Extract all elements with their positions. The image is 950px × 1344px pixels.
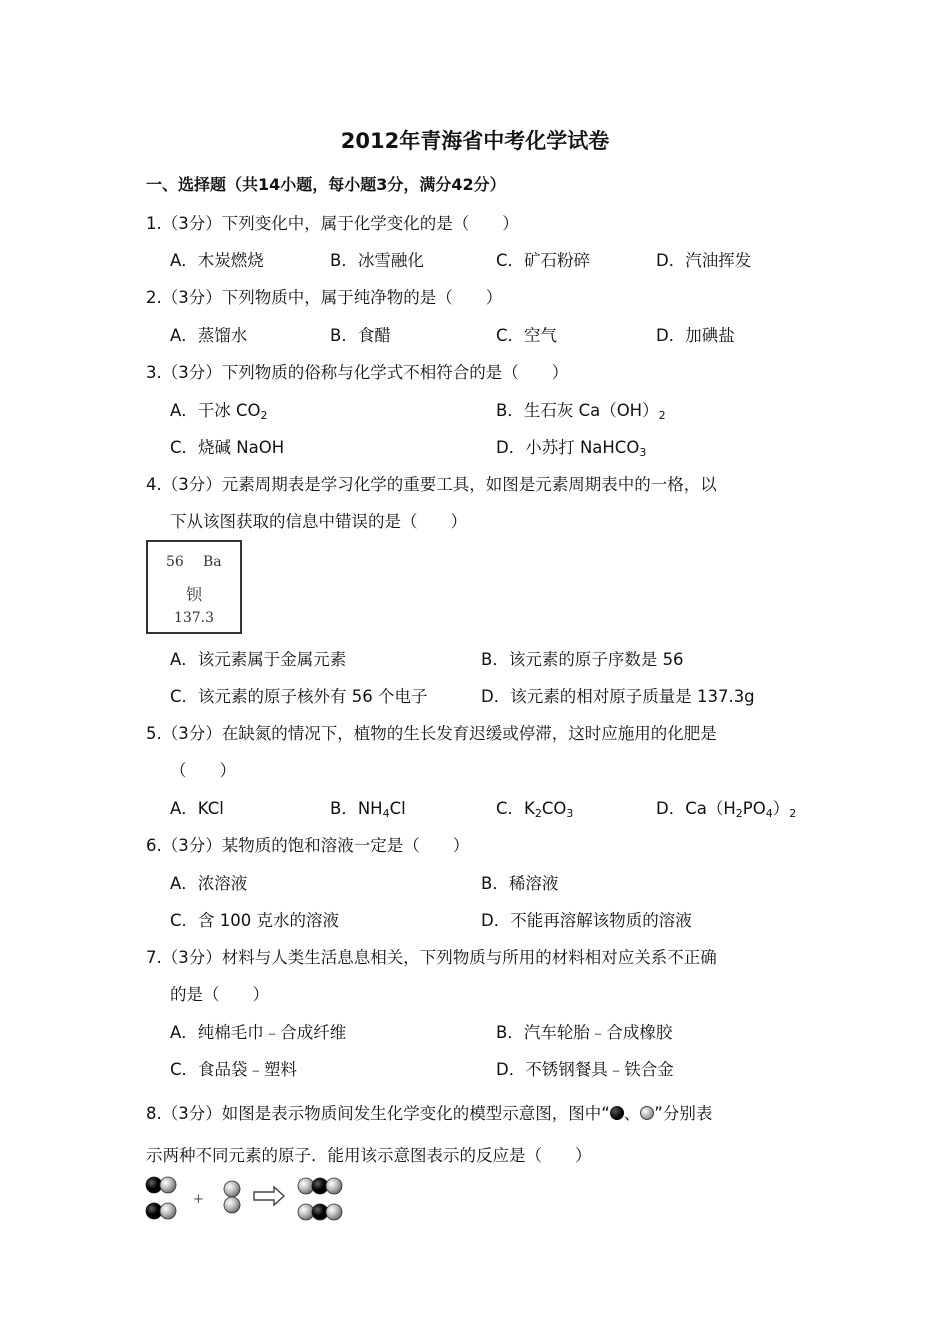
section-heading: 一、选择题（共14小题，每小题3分，满分42分）: [146, 175, 506, 194]
q7-option-a: A．纯棉毛巾﹣合成纤维: [170, 1023, 347, 1042]
question-5-stem-line2: （ ）: [170, 761, 236, 780]
q2-option-d: D．加碘盐: [656, 326, 735, 345]
q1-option-a: A．木炭燃烧: [170, 251, 264, 270]
question-7-stem-line1: 7.（3分）材料与人类生活息息相关，下列物质与所用的材料相对应关系不正确: [146, 948, 717, 967]
q4-option-a: A．该元素属于金属元素: [170, 650, 347, 669]
reaction-model-diagram: [140, 1168, 360, 1230]
reactant-molecule-2: [146, 1203, 176, 1219]
atomic-mass: 137.3: [173, 610, 215, 626]
grey-atom-icon: [640, 1106, 654, 1120]
reaction-arrow-icon: [254, 1187, 284, 1205]
q6-option-c: C．含 100 克水的溶液: [170, 911, 340, 930]
q2-option-a: A．蒸馏水: [170, 326, 248, 345]
product-molecule-1: [298, 1178, 342, 1194]
q5-option-c: C．$K_2CO_3$: [496, 799, 574, 820]
question-8-stem-line2: 示两种不同元素的原子．能用该示意图表示的反应是（ ）: [146, 1146, 592, 1165]
q3-option-a: A．干冰 $CO_2$: [170, 401, 268, 422]
question-5-stem-line1: 5.（3分）在缺氮的情况下，植物的生长发育迟缓或停滞，这时应施用的化肥是: [146, 724, 717, 743]
question-6-stem: 6.（3分）某物质的饱和溶液一定是（ ）: [146, 836, 470, 855]
reactant-molecule-3: [224, 1181, 240, 1213]
question-8-stem-line1: 8.（3分）如图是表示物质间发生化学变化的模型示意图，图中“ 、 ”分别表: [146, 1104, 713, 1123]
q2-option-b: B．食醋: [330, 326, 391, 345]
q1-option-c: C．矿石粉碎: [496, 251, 591, 270]
q7-option-b: B．汽车轮胎﹣合成橡胶: [496, 1023, 673, 1042]
q4-option-c: C．该元素的原子核外有 56 个电子: [170, 687, 428, 706]
question-4-stem-line1: 4.（3分）元素周期表是学习化学的重要工具，如图是元素周期表中的一格，以: [146, 475, 717, 494]
q3-option-c: C．烧碱 NaOH: [170, 438, 285, 457]
question-4-stem-line2: 下从该图获取的信息中错误的是（ ）: [170, 512, 467, 531]
question-1-stem: 1.（3分）下列变化中，属于化学变化的是（ ）: [146, 214, 519, 233]
plus-sign: +: [193, 1192, 204, 1207]
q5-option-b: B．$NH_4Cl$: [330, 799, 406, 820]
page-title: 2012年青海省中考化学试卷: [340, 129, 610, 153]
product-molecule-2: [298, 1204, 342, 1220]
q5-option-d: D．$Ca(H_2PO_4)2$: [656, 799, 797, 820]
reactant-molecule-1: [146, 1177, 176, 1193]
element-name: 钡: [185, 585, 202, 604]
element-symbol: Ba: [203, 554, 222, 570]
q6-option-d: D．不能再溶解该物质的溶液: [481, 911, 692, 930]
q1-option-b: B．冰雪融化: [330, 251, 424, 270]
q4-option-d: D．该元素的相对原子质量是 137.3g: [481, 687, 755, 706]
question-3-stem: 3.（3分）下列物质的俗称与化学式不相符合的是（ ）: [146, 363, 569, 382]
q5-option-a: A．KCl: [170, 799, 224, 818]
q7-option-d: D．不锈钢餐具﹣铁合金: [496, 1060, 674, 1079]
q1-option-d: D．汽油挥发: [656, 251, 752, 270]
q6-option-b: B．稀溶液: [481, 874, 559, 893]
periodic-table-cell: [146, 540, 242, 634]
black-atom-icon: [610, 1106, 624, 1120]
question-7-stem-line2: 的是（ ）: [170, 985, 269, 1004]
q2-option-c: C．空气: [496, 326, 558, 345]
q4-option-b: B．该元素的原子序数是 56: [481, 650, 684, 669]
q6-option-a: A．浓溶液: [170, 874, 248, 893]
q7-option-c: C．食品袋﹣塑料: [170, 1060, 298, 1079]
q3-option-d: D．小苏打 NaHCO$_3$: [496, 438, 647, 459]
question-2-stem: 2.（3分）下列物质中，属于纯净物的是（ ）: [146, 288, 503, 307]
q3-option-b: B．生石灰 Ca（OH）2: [496, 401, 666, 422]
atomic-number: 56: [166, 554, 184, 570]
